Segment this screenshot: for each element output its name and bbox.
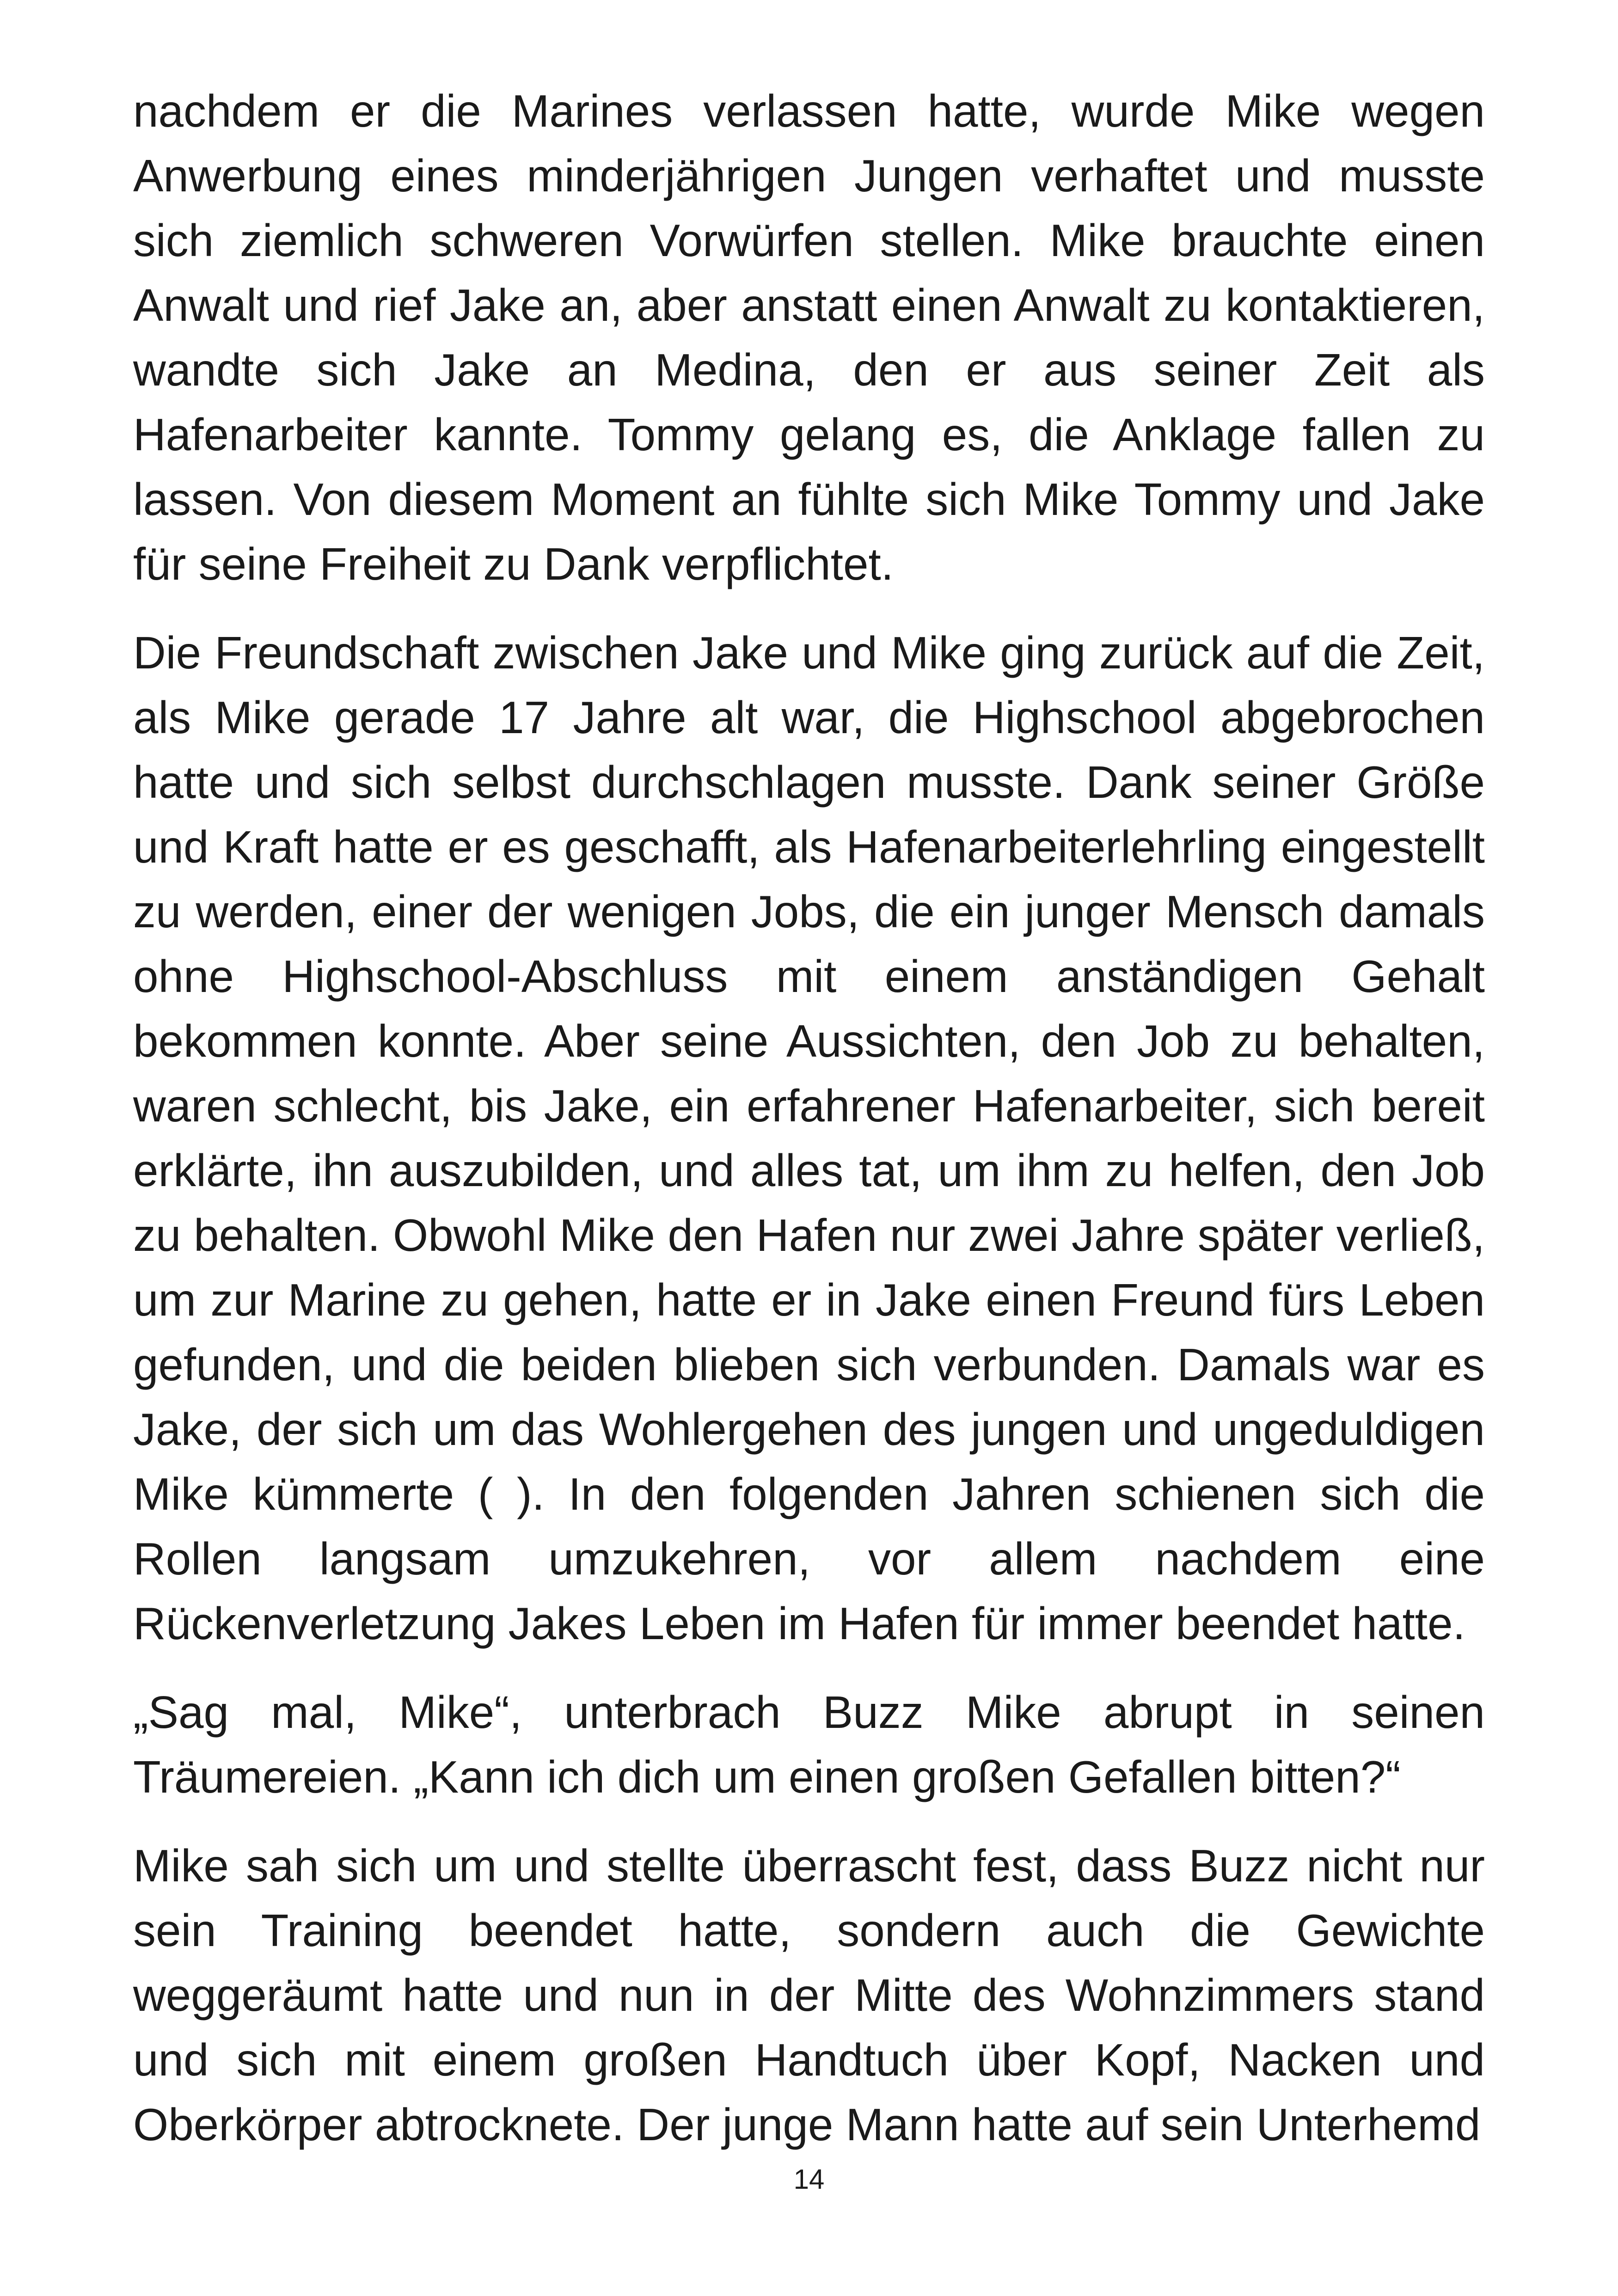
paragraph: nachdem er die Marines verlassen hatte, wurde Mike wegen Anwerbung eines minderjährigen Jungen verhaftet und musste sich ziemlich schweren Vorwürfen stellen. Mike brauchte einen Anwalt und rief Jake an, aber anstatt einen Anwalt zu kontaktieren, wandte sich Jake an Medina, den er aus seiner Zeit als Hafenarbeiter kannte. Tommy gelang es, die Anklage fallen zu lassen. Von diesem Moment an fühlte sich Mike Tommy und Jake für seine Freiheit zu Dank verpflichtet. — [133, 86, 1485, 589]
paragraph: Die Freundschaft zwischen Jake und Mike ging zurück auf die Zeit, als Mike gerade 17 Jahre alt war, die Highschool abgebrochen hatte und sich selbst durchschlagen musste. Dank seiner Größe und Kraft hatte er es geschafft, als Hafenarbeiterlehrling eingestellt zu werden, einer der wenigen Jobs, die ein junger Mensch damals ohne Highschool-Abschluss mit einem anständigen Gehalt bekommen konnte. Aber seine Aussichten, den Job zu behalten, waren schlecht, bis Jake, ein erfahrener Hafenarbeiter, sich bereit erklärte, ihn auszubilden, und alles tat, um ihm zu helfen, den Job zu behalten. Obwohl Mike den Hafen nur zwei Jahre später verließ, um zur Marine zu gehen, hatte er in Jake einen Freund fürs Leben gefunden, und die beiden blieben sich verbunden. Damals war es Jake, der sich um das Wohlergehen des jungen und ungeduldigen Mike kümmerte ( ). In den folgenden Jahren schienen sich die Rollen langsam umzukehren, vor allem nachdem eine Rückenverletzung Jakes Leben im Hafen für immer beendet hatte. — [133, 627, 1485, 1649]
paragraph: „Sag mal, Mike“, unterbrach Buzz Mike abrupt in seinen Träumereien. „Kann ich dich um einen großen Gefallen bitten?“ — [133, 1687, 1485, 1802]
body-text — [133, 79, 1485, 2181]
page-number: 14 — [793, 2164, 825, 2195]
paragraph: Mike sah sich um und stellte überrascht fest, dass Buzz nicht nur sein Training beendet hatte, sondern auch die Gewichte weggeräumt hatte und nun in der Mitte des Wohnzimmers stand und sich mit einem großen Handtuch über Kopf, Nacken und Oberkörper abtrocknete. Der junge Mann hatte auf sein Unterhemd — [133, 1840, 1485, 2150]
